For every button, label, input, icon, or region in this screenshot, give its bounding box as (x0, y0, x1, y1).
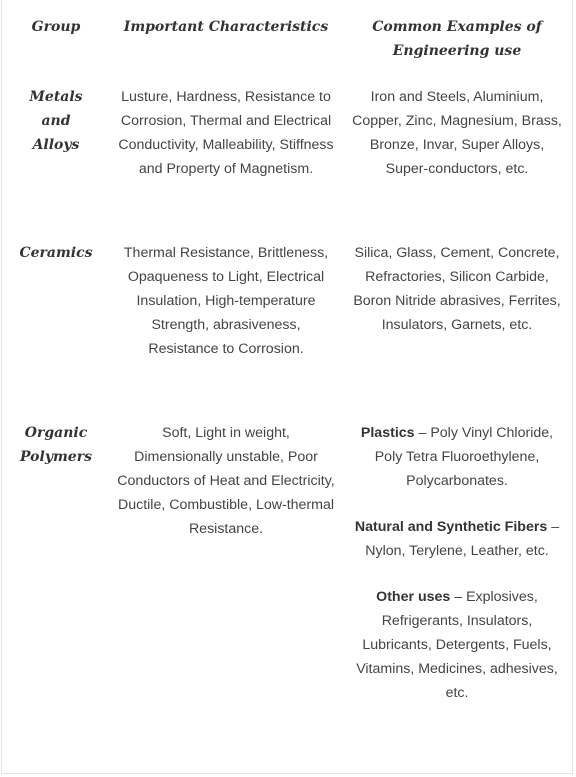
example-text: – Nylon, Terylene, Leather, etc. (365, 519, 560, 559)
examples-cell: Silica, Glass, Cement, Concrete, Refractories, Silicon Carbide, Boron Nitride abrasives, Ferrites, Insulators, Garnets, etc. (353, 245, 561, 333)
characteristics-cell: Lusture, Hardness, Resistance to Corrosion, Thermal and Electrical Conductivity, Malleability, Stiffness and Property of Magnetism. (118, 89, 334, 177)
table-row (1, 85, 573, 241)
table-row (1, 421, 573, 761)
example-label: Plastics (360, 425, 415, 441)
header-characteristics: Important Characteristics (123, 19, 329, 35)
header-row (1, 0, 573, 85)
examples-paragraph (347, 515, 567, 563)
group-cell: Ceramics (19, 245, 93, 261)
example-label: Other uses (376, 589, 451, 605)
header-examples: Common Examples of Engineering use (372, 19, 542, 59)
examples-cell: Iron and Steels, Aluminium, Copper, Zinc, Magnesium, Brass, Bronze, Invar, Super Alloys, Super-conductors, etc. (352, 89, 562, 177)
examples-cell (341, 421, 573, 761)
table-row (1, 241, 573, 421)
characteristics-cell: Thermal Resistance, Brittleness, Opaqueness to Light, Electrical Insulation, High-temperature Strength, abrasiveness, Resistance to Corrosion. (123, 245, 329, 357)
example-label: Natural and Synthetic Fibers (354, 519, 548, 535)
materials-table (1, 0, 573, 761)
examples-paragraph (347, 585, 567, 705)
example-text: – Poly Vinyl Chloride, Poly Tetra Fluoroethylene, Polycarbonates. (374, 425, 554, 489)
examples-paragraph (347, 421, 567, 493)
example-text: – Explosives, Refrigerants, Insulators, Lubricants, Detergents, Fuels, Vitamins, Medicines, adhesives, etc. (356, 589, 558, 701)
characteristics-cell: Soft, Light in weight, Dimensionally unstable, Poor Conductors of Heat and Electricity, Ductile, Combustible, Low-thermal Resistance. (117, 425, 335, 537)
group-cell: Metals and Alloys (29, 89, 83, 153)
group-cell: Organic Polymers (20, 425, 92, 465)
header-group: Group (31, 19, 81, 35)
